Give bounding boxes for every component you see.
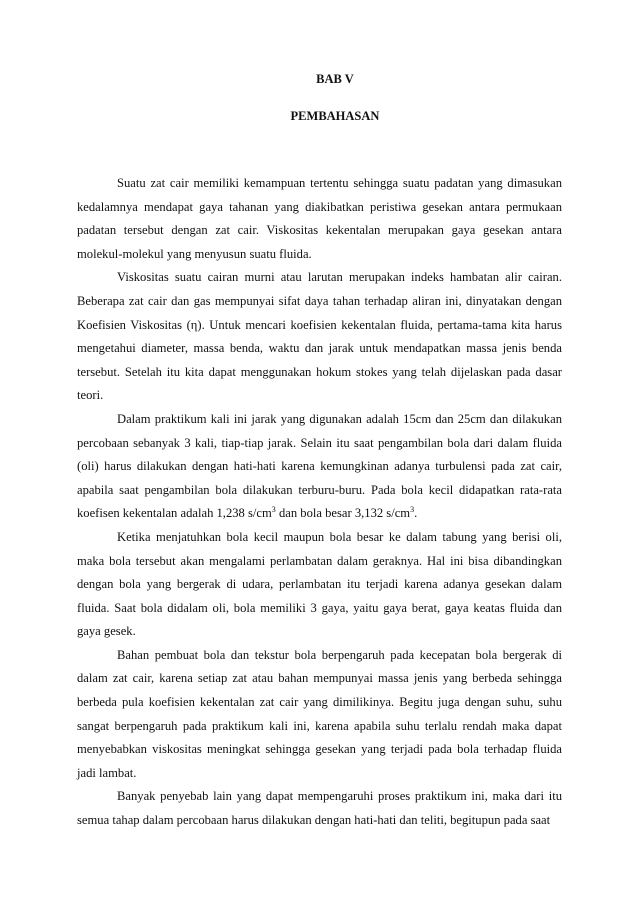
paragraph-3-text: Dalam praktikum kali ini jarak yang digunakan adalah 15cm dan 25cm dan dilakukan percobaan sebanyak 3 kali, tiap-tiap jarak. Selain itu saat pengambilan bola dari dalam fluida (oli) harus dilakukan dengan hati-hati karena kemungkinan adanya turbulensi pada zat cair, apabila saat pengambilan bola dilakukan terburu-buru. Pada bola kecil didapatkan rata-rata koefisen kekentalan adalah 1,238 s/cm — [77, 411, 562, 521]
paragraph-1: Suatu zat cair memiliki kemampuan tertentu sehingga suatu padatan yang dimasukan kedalamnya mendapat gaya tahanan yang diakibatkan peristiwa gesekan antara permukaan padatan tersebut dengan zat cair. Viskositas kekentalan merupakan gaya gesekan antara molekul-molekul yang menyusun suatu fluida. — [77, 176, 562, 261]
paragraph-3-end: . — [414, 506, 418, 521]
paragraph-6: Banyak penyebab lain yang dapat mempengaruhi proses praktikum ini, maka dari itu semua tahap dalam percobaan harus dilakukan dengan hati-hati dan teliti, begitupun pada saat — [77, 789, 562, 828]
superscript-cubed: 3 — [410, 505, 415, 515]
chapter-heading: BAB V — [316, 72, 354, 86]
superscript-cubed: 3 — [271, 505, 276, 515]
paragraph-5: Bahan pembuat bola dan tekstur bola berpengaruh pada kecepatan bola bergerak di dalam zat cair, karena setiap zat atau bahan mempunyai massa jenis yang berbeda sehingga berbeda pula koefisien kekentalan zat cair yang dimilikinya. Begitu juga dengan suhu, suhu sangat berpengaruh pada praktikum kali ini, karena apabila suhu terlalu rendah maka dapat menyebabkan viskositas meningkat sehingga gesekan yang terjadi pada bola terhadap fluida jadi lambat. — [77, 647, 562, 780]
section-title: PEMBAHASAN — [290, 109, 380, 123]
paragraph-3-mid: dan bola besar 3,132 s/cm — [275, 506, 411, 521]
document-body — [77, 172, 562, 833]
paragraph-4: Ketika menjatuhkan bola kecil maupun bola besar ke dalam tabung yang berisi oli, maka bola tersebut akan mengalami perlambatan dalam geraknya. Hal ini bisa dibandingkan dengan bola yang bergerak di udara, perlambatan itu terjadi karena adanya gesekan dalam fluida. Saat bola didalam oli, bola memiliki 3 gaya, yaitu gaya berat, gaya keatas fluida dan gaya gesek. — [77, 529, 562, 639]
paragraph-2: Viskositas suatu cairan murni atau larutan merupakan indeks hambatan alir cairan. Beberapa zat cair dan gas mempunyai sifat daya tahan terhadap aliran ini, dinyatakan dengan Koefisien Viskositas (η). Untuk mencari koefisien kekentalan fluida, pertama-tama kita harus mengetahui diameter, massa benda, waktu dan jarak untuk mendapatkan massa jenis benda tersebut. Setelah itu kita dapat menggunakan hokum stokes yang telah dijelaskan pada dasar teori. — [77, 270, 562, 403]
paragraph-3 — [77, 408, 562, 526]
